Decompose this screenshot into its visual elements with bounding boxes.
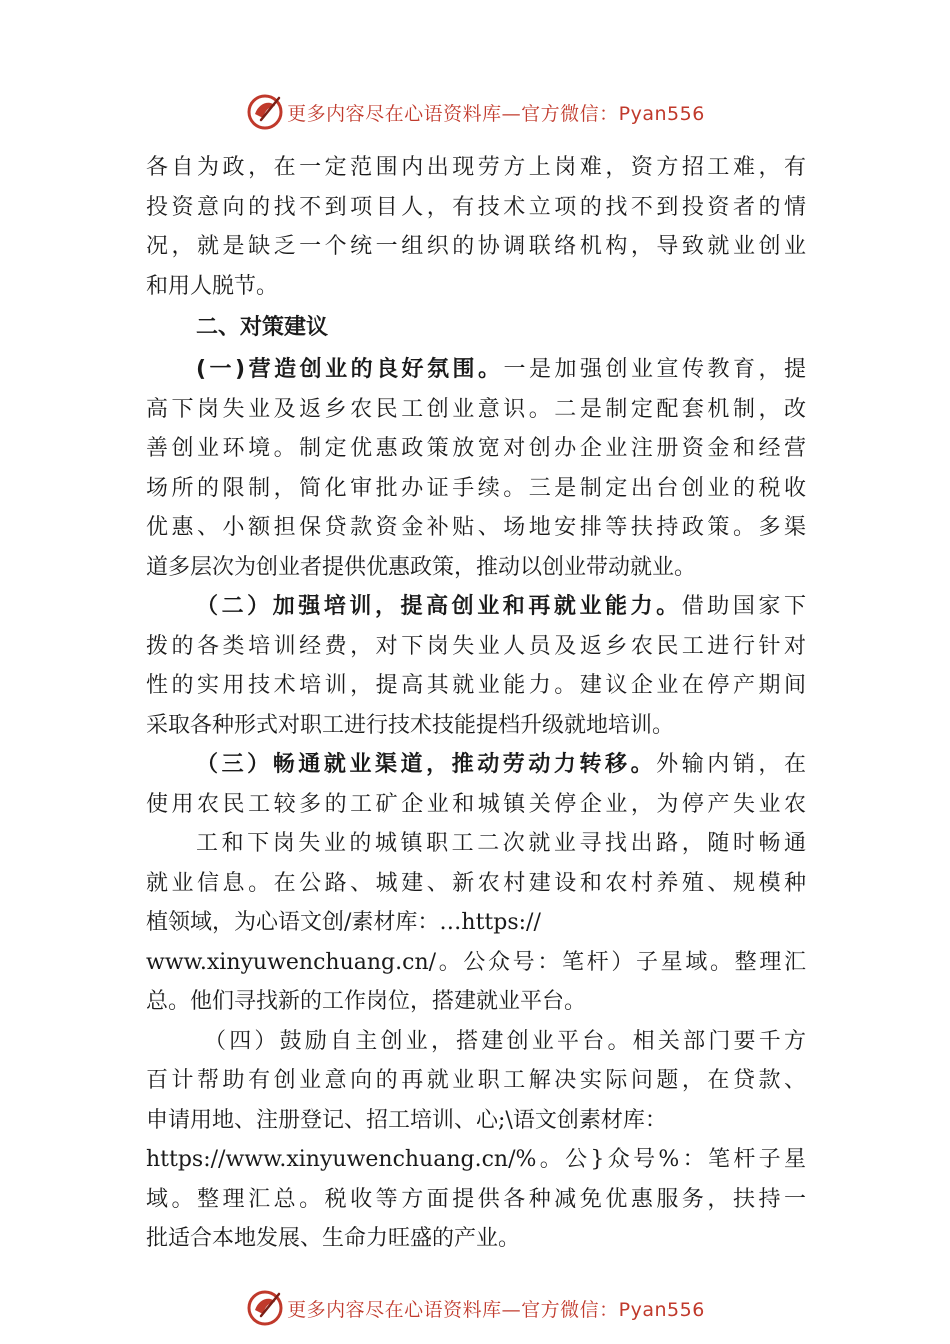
paragraph-intro: 各自为政，在一定范围内出现劳方上岗难，资方招工难，有 投资意向的找不到项目人，有技术立项的找不到投资者的情 况，就是缺乏一个统一组织的协调联络机构，导致就业创业 和用人脱节。: [146, 155, 806, 299]
paragraph-2: （二）加强培训，提高创业和再就业能力。借助国家下 拨的各类培训经费，对下岗失业人员及返乡农民工进行针对 性的实用技术培训，提高其就业能力。建议企业在停产期间 采取各种形式对职工进行技术技能提档升级就地培训。: [146, 594, 806, 738]
paragraph-1: (一)营造创业的良好氛围。一是加强创业宣传教育，提 高下岗失业及返乡农民工创业意识。二是制定配套机制，改 善创业环境。制定优惠政策放宽对创办企业注册资金和经营 场所的限制，简化审批办证手续。三是制定出台创业的税收 优惠、小额担保贷款资金补贴、场地安排等扶持政策。多渠 道多层次为创业者提供优惠政策，推动以创业带动就业。: [146, 357, 806, 580]
paragraph-3-title: （三）畅通就业渠道，推动劳动力转移。: [196, 752, 657, 777]
header-banner: [0, 92, 950, 132]
footer-banner-text: 更多内容尽在心语资料库—官方微信：Pyan556: [287, 1298, 705, 1321]
paragraph-1-title: (一)营造创业的良好氛围。: [196, 357, 504, 382]
footer-banner: [0, 1288, 950, 1328]
pen-logo-icon: [245, 1288, 285, 1328]
paragraph-2-title: （二）加强培训，提高创业和再就业能力。: [196, 594, 682, 619]
document-body: [146, 148, 806, 1259]
paragraph-3: （三）畅通就业渠道，推动劳动力转移。外输内销，在 使用农民工较多的工矿企业和城镇关停企业，为停产失业农 工和下岗失业的城镇职工二次就业寻找出路，随时畅通 就业信息。在公路、城建、新农村建设和农村养殖、规模种 植领域，为心语文创/素材库：…https:// www.xinyuwenchuang.cn/。公众号：笔杆）子星域。整理汇 总。他们寻找新的工作岗位，搭建就业平台。: [146, 752, 806, 1014]
section-heading: 二、对策建议: [196, 315, 329, 340]
paragraph-4: （四）鼓励自主创业，搭建创业平台。相关部门要千方 百计帮助有创业意向的再就业职工解决实际问题，在贷款、 申请用地、注册登记、招工培训、心;\语文创素材库： https://www.xinyuwenchuang.cn/%。公}众号%：笔杆子星 域。整理汇总。税收等方面提供各种减免优惠服务，扶持一 批适合本地发展、生命力旺盛的产业。: [146, 1028, 806, 1251]
pen-logo-icon: [245, 92, 285, 132]
header-banner-text: 更多内容尽在心语资料库—官方微信：Pyan556: [287, 102, 705, 125]
